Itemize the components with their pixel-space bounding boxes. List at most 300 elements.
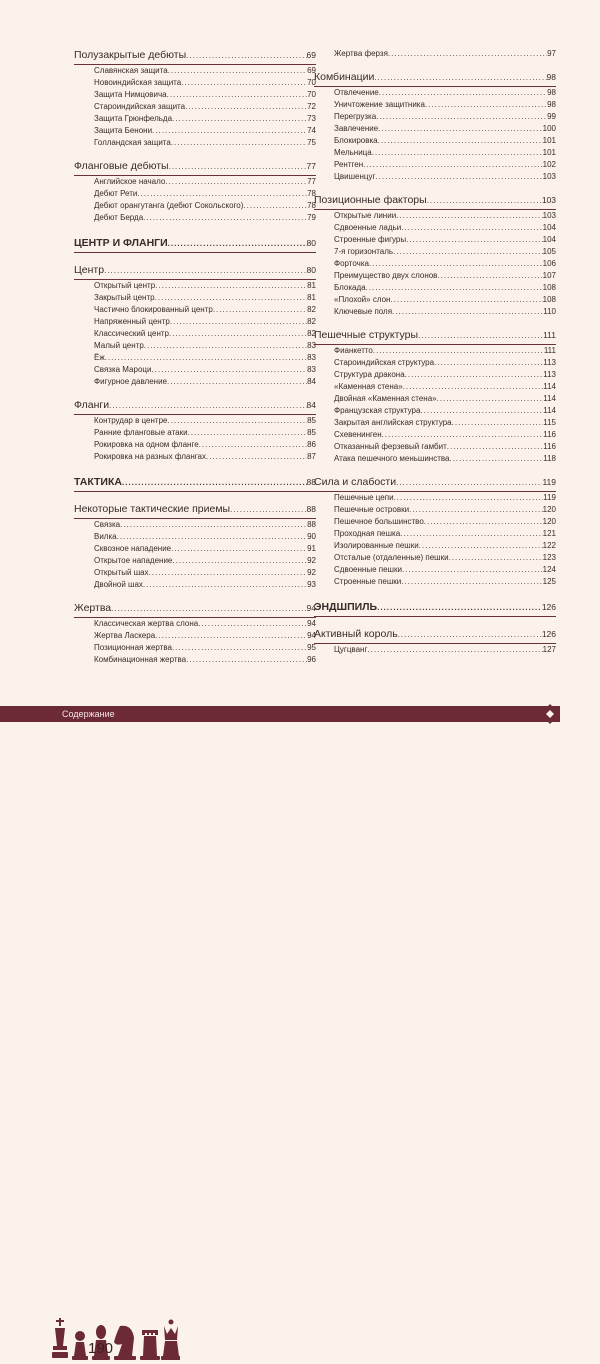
toc-entry-title: Вилка (94, 532, 117, 541)
toc-entry-section (74, 502, 316, 519)
toc-entry-page: 81 (307, 293, 316, 302)
toc-entry-title: Связка (94, 520, 121, 529)
dot-leader (382, 429, 544, 441)
toc-entry-title: Дебют Берда (94, 213, 144, 222)
toc-entry-title: Преимущество двух слонов (334, 271, 438, 280)
toc-entry-item (74, 65, 316, 77)
toc-entry-title: Структура дракона (334, 370, 405, 379)
toc-entry-title: Открытые линии (334, 211, 397, 220)
toc-entry-page: 113 (543, 358, 556, 367)
toc-entry-title: Схевенинген (334, 430, 382, 439)
toc-entry-item (74, 200, 316, 212)
dot-leader (165, 176, 307, 188)
toc-entry-title: Защита Нимцовича (94, 90, 167, 99)
toc-entry-page: 90 (307, 532, 316, 541)
dot-leader (447, 441, 543, 453)
toc-entry-item (74, 519, 316, 531)
toc-entry-title: Центр (74, 264, 105, 276)
toc-entry-title: Позиционные факторы (314, 194, 427, 206)
dot-leader (198, 618, 307, 630)
toc-entry-page: 81 (307, 281, 316, 290)
toc-entry-page: 115 (543, 418, 556, 427)
toc-entry-page: 69 (307, 66, 316, 75)
toc-entry-page: 88 (306, 477, 316, 487)
dot-leader (206, 451, 307, 463)
toc-entry-page: 104 (542, 223, 556, 232)
toc-entry-page: 94 (307, 631, 316, 640)
toc-entry-item (74, 113, 316, 125)
toc-entry-title: Малый центр (94, 341, 144, 350)
toc-entry-item (74, 630, 316, 642)
toc-entry-title: ЭНДШПИЛЬ (314, 601, 378, 613)
toc-entry-item (74, 376, 316, 388)
toc-entry-page: 83 (307, 365, 316, 374)
toc-entry-title: Двойная «Каменная стена» (334, 394, 437, 403)
toc-entry-item (314, 210, 556, 222)
toc-entry-page: 120 (542, 505, 556, 514)
toc-entry-page: 80 (306, 238, 316, 248)
toc-entry-title: Комбинации (314, 71, 375, 83)
dot-leader (369, 258, 543, 270)
toc-entry-item (74, 316, 316, 328)
toc-entry-page: 110 (543, 307, 556, 316)
dot-leader (122, 475, 307, 490)
dot-leader (171, 543, 307, 555)
toc-entry-part (74, 475, 316, 492)
toc-entry-title: Дебют Рети (94, 189, 138, 198)
toc-entry-item (314, 357, 556, 369)
toc-entry-item (314, 123, 556, 135)
toc-entry-item (314, 345, 556, 357)
dot-leader (406, 234, 543, 246)
toc-entry-item (314, 159, 556, 171)
toc-entry-page: 100 (542, 124, 556, 133)
toc-entry-page: 111 (543, 330, 556, 340)
toc-entry-item (314, 282, 556, 294)
toc-entry-item (74, 137, 316, 149)
toc-entry-title: Полузакрытые дебюты (74, 49, 187, 61)
dot-leader (425, 99, 547, 111)
toc-entry-title: Защита Бенони (94, 126, 153, 135)
dot-leader (398, 627, 542, 642)
dot-leader (172, 113, 307, 125)
toc-entry-title: Контрудар в центре (94, 416, 168, 425)
dot-leader (375, 171, 542, 183)
toc-entry-title: Рокировка на одном фланге (94, 440, 199, 449)
toc-entry-page: 92 (307, 568, 316, 577)
toc-entry-page: 83 (307, 353, 316, 362)
toc-entry-item (314, 111, 556, 123)
toc-entry-title: Частично блокированный центр (94, 305, 213, 314)
toc-entry-title: Классическая жертва слона (94, 619, 199, 628)
dot-leader (143, 212, 307, 224)
dot-leader (168, 65, 307, 77)
toc-entry-title: Ёж (94, 353, 105, 362)
dot-leader (420, 405, 543, 417)
dot-leader (377, 600, 542, 615)
toc-entry-title: Фланги (74, 399, 110, 411)
toc-entry-page: 70 (307, 90, 316, 99)
dot-leader (169, 328, 307, 340)
toc-entry-title: Фианкетто (334, 346, 373, 355)
dot-leader (230, 502, 306, 517)
dot-leader (394, 492, 544, 504)
toc-entry-item (314, 48, 556, 60)
dot-leader (409, 504, 543, 516)
toc-entry-page: 73 (307, 114, 316, 123)
toc-entry-title: Ключевые поля (334, 307, 393, 316)
toc-entry-item (314, 528, 556, 540)
dot-leader (419, 540, 543, 552)
dot-leader (105, 352, 307, 364)
toc-entry-page: 93 (307, 580, 316, 589)
dot-leader (393, 246, 543, 258)
toc-entry-title: Цвишенцуг (334, 172, 376, 181)
toc-entry-title: Комбинационная жертва (94, 655, 187, 664)
toc-entry-item (314, 516, 556, 528)
toc-entry-item (314, 171, 556, 183)
toc-entry-item (314, 576, 556, 588)
toc-entry-page: 91 (307, 544, 316, 553)
toc-entry-item (314, 492, 556, 504)
toc-entry-item (314, 246, 556, 258)
dot-leader (149, 567, 308, 579)
toc-entry-title: Блокировка (334, 136, 378, 145)
toc-entry-page: 98 (546, 72, 556, 82)
toc-entry-page: 102 (542, 160, 556, 169)
toc-entry-item (314, 99, 556, 111)
toc-entry-title: Жертва (74, 602, 112, 614)
dot-leader (155, 280, 307, 292)
toc-entry-page: 75 (307, 138, 316, 147)
toc-entry-title: Блокада (334, 283, 366, 292)
toc-entry-item (314, 405, 556, 417)
toc-entry-title: Ранние фланговые атаки (94, 428, 188, 437)
dot-leader (117, 531, 307, 543)
toc-entry-page: 99 (547, 112, 556, 121)
toc-entry-title: Сквозное нападение (94, 544, 172, 553)
dot-leader (366, 282, 543, 294)
toc-entry-page: 78 (307, 201, 316, 210)
toc-entry-title: Рокировка на разных флангах (94, 452, 206, 461)
toc-entry-page: 126 (541, 629, 556, 639)
toc-entry-page: 92 (307, 556, 316, 565)
toc-entry-item (314, 381, 556, 393)
toc-entry-page: 103 (542, 172, 556, 181)
toc-entry-title: Форточка (334, 259, 369, 268)
toc-entry-section (74, 159, 316, 176)
toc-entry-item (314, 429, 556, 441)
toc-entry-page: 88 (307, 520, 316, 529)
toc-entry-title: Сдвоенные пешки (334, 565, 402, 574)
toc-entry-title: Связка Мароци (94, 365, 152, 374)
toc-entry-page: 94 (306, 603, 316, 613)
toc-entry-page: 101 (542, 136, 556, 145)
toc-entry-section (314, 193, 556, 210)
toc-entry-title: Отвлечение (334, 88, 379, 97)
toc-entry-title: Завлечение (334, 124, 379, 133)
toc-entry-title: Активный король (314, 628, 398, 640)
toc-entry-title: Пешечные островки (334, 505, 410, 514)
dot-leader (137, 188, 307, 200)
toc-entry-title: Открытое нападение (94, 556, 173, 565)
toc-entry-item (74, 427, 316, 439)
toc-entry-title: Цугцванг (334, 645, 368, 654)
dot-leader (167, 415, 307, 427)
toc-entry-item (314, 552, 556, 564)
dot-leader (213, 304, 307, 316)
dot-leader (186, 48, 306, 63)
toc-entry-title: Строенные фигуры (334, 235, 407, 244)
dot-leader (400, 528, 542, 540)
toc-entry-page: 114 (543, 382, 556, 391)
toc-entry-page: 108 (542, 283, 556, 292)
toc-entry-page: 111 (543, 346, 556, 355)
toc-entry-title: Пешечные структуры (314, 329, 419, 341)
toc-entry-page: 78 (307, 189, 316, 198)
dot-leader (392, 306, 543, 318)
toc-entry-page: 103 (542, 211, 556, 220)
toc-entry-title: Двойной шах (94, 580, 143, 589)
dot-leader (396, 210, 542, 222)
toc-entry-title: Фигурное давление (94, 377, 168, 386)
page-number: 190 (88, 1340, 114, 1357)
toc-entry-title: Открытый центр (94, 281, 156, 290)
toc-entry-item (74, 543, 316, 555)
toc-entry-item (74, 188, 316, 200)
dot-leader (169, 159, 307, 174)
toc-entry-title: Классический центр (94, 329, 169, 338)
toc-entry-item (74, 125, 316, 137)
toc-entry-title: Закрытая английская структура (334, 418, 452, 427)
dot-leader (243, 200, 307, 212)
toc-entry-title: Староиндийская защита (94, 102, 186, 111)
toc-entry-title: Изолированные пешки (334, 541, 419, 550)
toc-entry-page: 103 (541, 195, 556, 205)
dot-leader (185, 101, 307, 113)
toc-entry-title: Рентген (334, 160, 364, 169)
toc-entry-item (314, 453, 556, 465)
toc-entry-page: 123 (542, 553, 556, 562)
diamond-ornament-icon (540, 704, 560, 724)
toc-entry-title: Фланговые дебюты (74, 160, 169, 172)
toc-entry-item (314, 564, 556, 576)
toc-entry-part (74, 236, 316, 253)
toc-entry-page: 87 (307, 452, 316, 461)
toc-entry-section (314, 627, 556, 644)
dot-leader (434, 357, 543, 369)
toc-entry-section (74, 48, 316, 65)
toc-entry-title: Перегрузка (334, 112, 377, 121)
toc-entry-item (314, 270, 556, 282)
toc-entry-page: 126 (541, 602, 556, 612)
toc-entry-page: 119 (542, 477, 556, 487)
toc-entry-item (74, 567, 316, 579)
dot-leader (152, 125, 307, 137)
dot-leader (144, 340, 307, 352)
toc-entry-item (314, 441, 556, 453)
toc-entry-item (314, 369, 556, 381)
toc-entry-item (314, 644, 556, 656)
toc-entry-section (314, 70, 556, 87)
toc-entry-item (314, 306, 556, 318)
toc-entry-item (314, 504, 556, 516)
toc-entry-title: Староиндийская структура (334, 358, 435, 367)
toc-entry-item (74, 328, 316, 340)
toc-entry-title: Строенные пешки (334, 577, 402, 586)
toc-entry-section (314, 328, 556, 345)
toc-entry-item (74, 212, 316, 224)
toc-entry-page: 85 (307, 416, 316, 425)
dot-leader (367, 644, 542, 656)
toc-entry-item (74, 280, 316, 292)
toc-entry-title: Мельница (334, 148, 372, 157)
toc-entry-page: 106 (542, 259, 556, 268)
toc-entry-title: Атака пешечного меньшинства (334, 454, 450, 463)
dot-leader (449, 453, 543, 465)
toc-entry-item (314, 258, 556, 270)
toc-entry-title: Пешечное большинство (334, 517, 424, 526)
toc-entry-page: 82 (307, 305, 316, 314)
toc-entry-title: ТАКТИКА (74, 476, 122, 488)
toc-entry-page: 83 (307, 341, 316, 350)
toc-entry-page: 88 (306, 504, 316, 514)
toc-entry-page: 70 (307, 78, 316, 87)
dot-leader (405, 369, 544, 381)
dot-leader (401, 576, 542, 588)
toc-entry-title: Некоторые тактические приемы (74, 503, 231, 515)
toc-entry-title: Французская структура (334, 406, 421, 415)
dot-leader (437, 393, 544, 405)
toc-entry-title: Славянская защита (94, 66, 168, 75)
toc-entry-page: 121 (542, 529, 556, 538)
toc-entry-item (314, 87, 556, 99)
dot-leader (376, 111, 547, 123)
dot-leader (170, 316, 307, 328)
toc-entry-page: 114 (543, 394, 556, 403)
toc-entry-page: 80 (306, 265, 316, 275)
dot-leader (437, 270, 542, 282)
toc-entry-item (74, 77, 316, 89)
toc-entry-item (74, 618, 316, 630)
toc-right-column (314, 48, 556, 656)
toc-entry-page: 125 (542, 577, 556, 586)
toc-entry-item (74, 364, 316, 376)
toc-entry-page: 95 (307, 643, 316, 652)
dot-leader (449, 552, 543, 564)
dot-leader (172, 555, 307, 567)
toc-entry-item (74, 439, 316, 451)
toc-entry-page: 118 (543, 454, 556, 463)
toc-entry-page: 114 (543, 406, 556, 415)
toc-entry-item (314, 222, 556, 234)
dot-leader (151, 364, 307, 376)
dot-leader (155, 630, 307, 642)
toc-entry-title: Отсталые (отдаленные) пешки (334, 553, 449, 562)
toc-entry-section (74, 263, 316, 280)
dot-leader (396, 475, 542, 490)
toc-entry-section (74, 398, 316, 415)
toc-entry-page: 85 (307, 428, 316, 437)
dot-leader (168, 236, 307, 251)
toc-entry-item (314, 540, 556, 552)
toc-entry-page: 124 (542, 565, 556, 574)
toc-entry-item (74, 555, 316, 567)
toc-entry-page: 94 (307, 619, 316, 628)
toc-entry-section (314, 475, 556, 492)
toc-entry-title: Закрытый центр (94, 293, 155, 302)
toc-entry-page: 72 (307, 102, 316, 111)
dot-leader (188, 427, 308, 439)
toc-entry-item (74, 304, 316, 316)
toc-entry-page: 98 (547, 88, 556, 97)
toc-entry-item (314, 417, 556, 429)
toc-entry-page: 101 (542, 148, 556, 157)
dot-leader (172, 642, 307, 654)
toc-entry-page: 108 (542, 295, 556, 304)
toc-entry-item (74, 531, 316, 543)
dot-leader (167, 89, 307, 101)
toc-entry-title: «Каменная стена» (334, 382, 403, 391)
toc-entry-title: Позиционная жертва (94, 643, 172, 652)
toc-entry-title: Проходная пешка (334, 529, 401, 538)
dot-leader (401, 222, 542, 234)
toc-entry-title: Голландская защита (94, 138, 171, 147)
dot-leader (372, 147, 543, 159)
toc-entry-item (74, 89, 316, 101)
toc-entry-section (74, 601, 316, 618)
dot-leader (143, 579, 307, 591)
dot-leader (424, 516, 543, 528)
toc-entry-page: 97 (547, 49, 556, 58)
toc-entry-page: 82 (307, 317, 316, 326)
toc-entry-title: Сила и слабости (314, 476, 397, 488)
toc-entry-title: Дебют орангутанга (дебют Сокольского) (94, 201, 244, 210)
toc-entry-page: 98 (547, 100, 556, 109)
dot-leader (374, 70, 546, 85)
toc-entry-page: 107 (542, 271, 556, 280)
dot-leader (155, 292, 308, 304)
toc-entry-page: 127 (542, 645, 556, 654)
toc-entry-item (74, 415, 316, 427)
toc-entry-item (74, 352, 316, 364)
dot-leader (403, 381, 544, 393)
chess-pieces-icon (50, 1316, 180, 1364)
toc-entry-item (74, 642, 316, 654)
dot-leader (120, 519, 307, 531)
dot-leader (181, 77, 307, 89)
toc-entry-title: 7-я горизонталь (334, 247, 394, 256)
toc-entry-item (314, 234, 556, 246)
toc-entry-item (74, 451, 316, 463)
toc-entry-title: Открытый шах (94, 568, 149, 577)
dot-leader (402, 564, 543, 576)
dot-leader (373, 345, 544, 357)
dot-leader (388, 48, 547, 60)
toc-entry-item (314, 393, 556, 405)
toc-entry-item (74, 292, 316, 304)
toc-entry-item (74, 101, 316, 113)
dot-leader (378, 123, 542, 135)
toc-entry-title: Английское начало (94, 177, 166, 186)
toc-left-column (74, 48, 316, 666)
toc-entry-page: 120 (542, 517, 556, 526)
dot-leader (379, 87, 547, 99)
toc-entry-title: Защита Грюнфельда (94, 114, 173, 123)
toc-entry-page: 86 (307, 440, 316, 449)
toc-entry-title: Сдвоенные ладьи (334, 223, 402, 232)
toc-entry-title: Напряженный центр (94, 317, 170, 326)
